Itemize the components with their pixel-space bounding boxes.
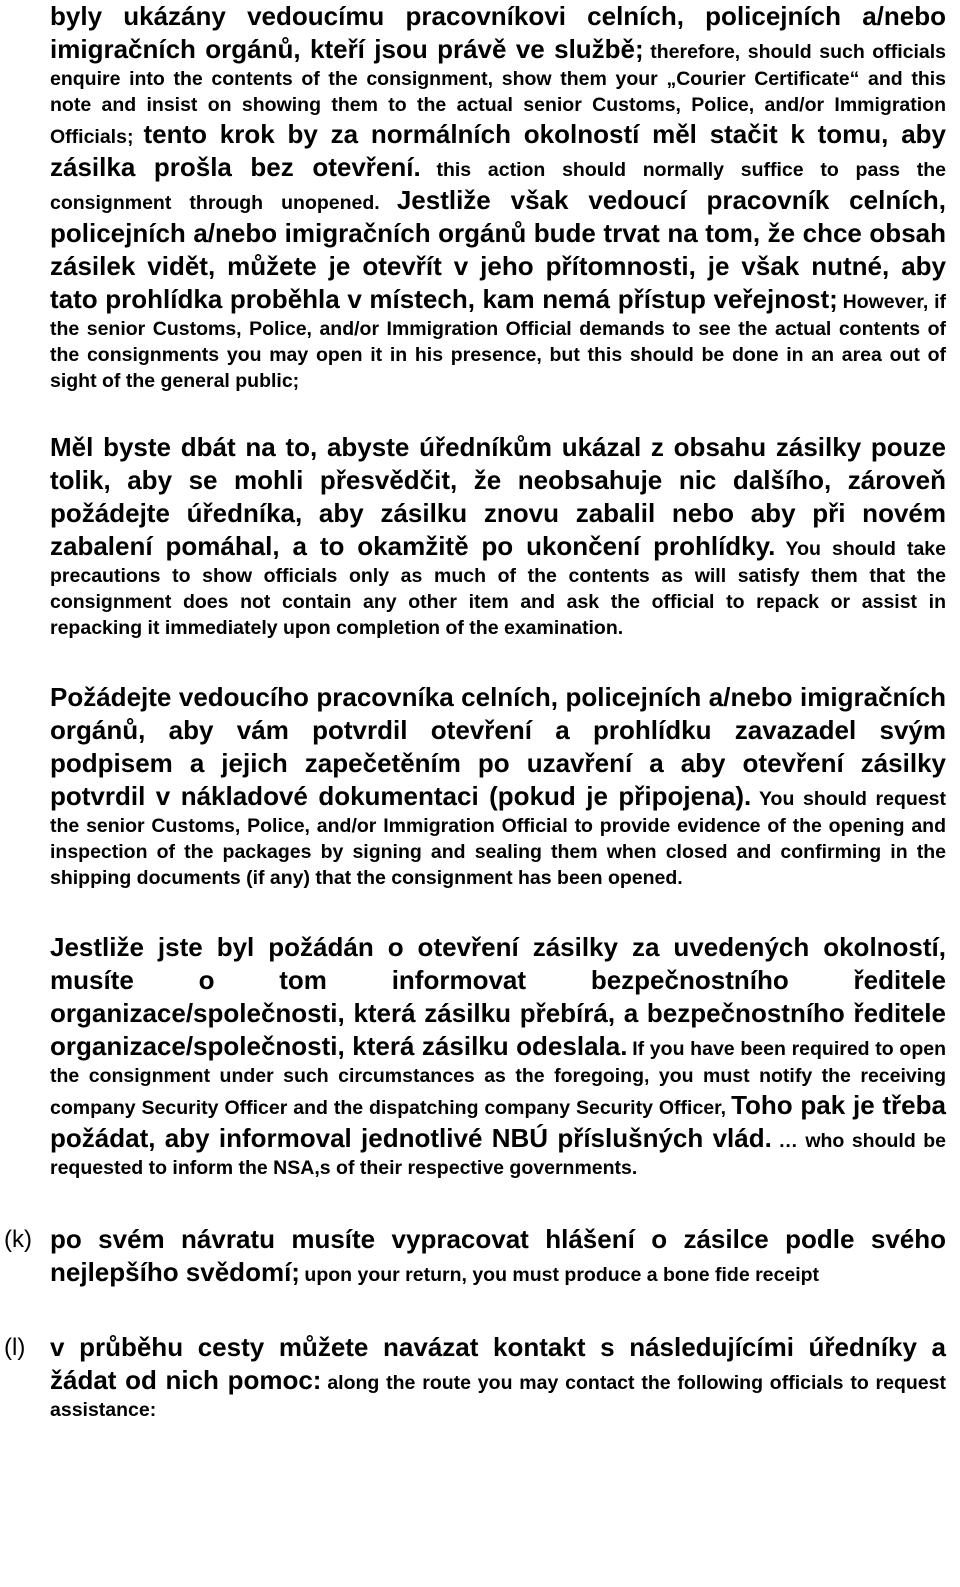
list-item-k <box>4 1223 946 1289</box>
english-text: However, if the senior Customs, Police, and/or Immigration Official demands to see the actual contents of the consignments you may open it in his presence, but this should be done in an area out of sight of the general public; <box>50 291 946 392</box>
paragraph-evidence-request <box>50 681 946 891</box>
paragraph-customs-inspection <box>50 0 946 394</box>
english-text: therefore, should such officials enquire into the contents of the consignment, show them your „Courier Certificate“ and this note and insist on showing them to the actual senior Customs, Police, and/or Immigration Officials; <box>50 41 946 148</box>
czech-text: Toho pak je třeba požádat, aby informoval jednotlivé NBÚ příslušných vlád. <box>50 1090 946 1153</box>
czech-text: byly ukázány vedoucímu pracovníkovi celních, policejních a/nebo imigračních orgánů, kteří jsou právě ve službě; <box>50 1 946 64</box>
english-text: along the route you may contact the following officials to request assistance: <box>50 1372 946 1421</box>
paragraph-precautions <box>50 431 946 641</box>
czech-text: Požádejte vedoucího pracovníka celních, policejních a/nebo imigračních orgánů, aby vám potvrdil otevření a prohlídku zavazadel svým podpisem a jejich zapečetěním po uzavření a aby otevření zásilky potvrdil v nákladové dokumentaci (pokud je připojena). <box>50 682 946 811</box>
list-marker: (l) <box>4 1334 26 1361</box>
paragraph-notify-security <box>50 931 946 1181</box>
list-marker: (k) <box>4 1226 32 1253</box>
czech-text: Měl byste dbát na to, abyste úředníkům ukázal z obsahu zásilky pouze tolik, aby se mohli přesvědčit, že neobsahuje nic dalšího, zároveň požádejte úředníka, aby zásilku znovu zabalil nebo aby při novém zabalení pomáhal, a to okamžitě po ukončení prohlídky. <box>50 432 946 561</box>
english-text: this action should normally suffice to pass the consignment through unopened. <box>50 159 946 214</box>
czech-text: Jestliže jste byl požádán o otevření zásilky za uvedených okolností, musíte o tom informovat bezpečnostního ředitele organizace/společnosti, která zásilku přebírá, a bezpečnostního ředitele organizace/společnosti, která zásilku odeslala. <box>50 932 946 1061</box>
english-text: You should request the senior Customs, Police, and/or Immigration Official to provide evidence of the opening and inspection of the packages by signing and sealing them when closed and confirming in the shipping documents (if any) that the consignment has been opened. <box>50 788 946 889</box>
czech-text: Jestliže však vedoucí pracovník celních, policejních a/nebo imigračních orgánů bude trvat na tom, že chce obsah zásilek vidět, můžete je otevřít v jeho přítomnosti, je však nutné, aby tato prohlídka proběhla v místech, kam nemá přístup veřejnost; <box>50 185 946 314</box>
english-text: If you have been required to open the consignment under such circumstances as the foregoing, you must notify the receiving company Security Officer and the dispatching company Security Officer, <box>50 1038 946 1119</box>
english-text: You should take precautions to show officials only as much of the contents as will satisfy them that the consignment does not contain any other item and ask the official to repack or assist in repacking it immediately upon completion of the examination. <box>50 538 946 639</box>
english-text: upon your return, you must produce a bone fide receipt <box>304 1264 820 1286</box>
czech-text: po svém návratu musíte vypracovat hlášení o zásilce podle svého nejlepšího svědomí; <box>50 1224 946 1287</box>
czech-text: v průběhu cesty můžete navázat kontakt s následujícími úředníky a žádat od nich pomoc: <box>50 1332 946 1395</box>
list-item-l <box>4 1331 946 1423</box>
czech-text: tento krok by za normálních okolností měl stačit k tomu, aby zásilka prošla bez otevření. <box>50 119 946 182</box>
english-text: … who should be requested to inform the NSA,s of their respective governments. <box>50 1130 946 1179</box>
